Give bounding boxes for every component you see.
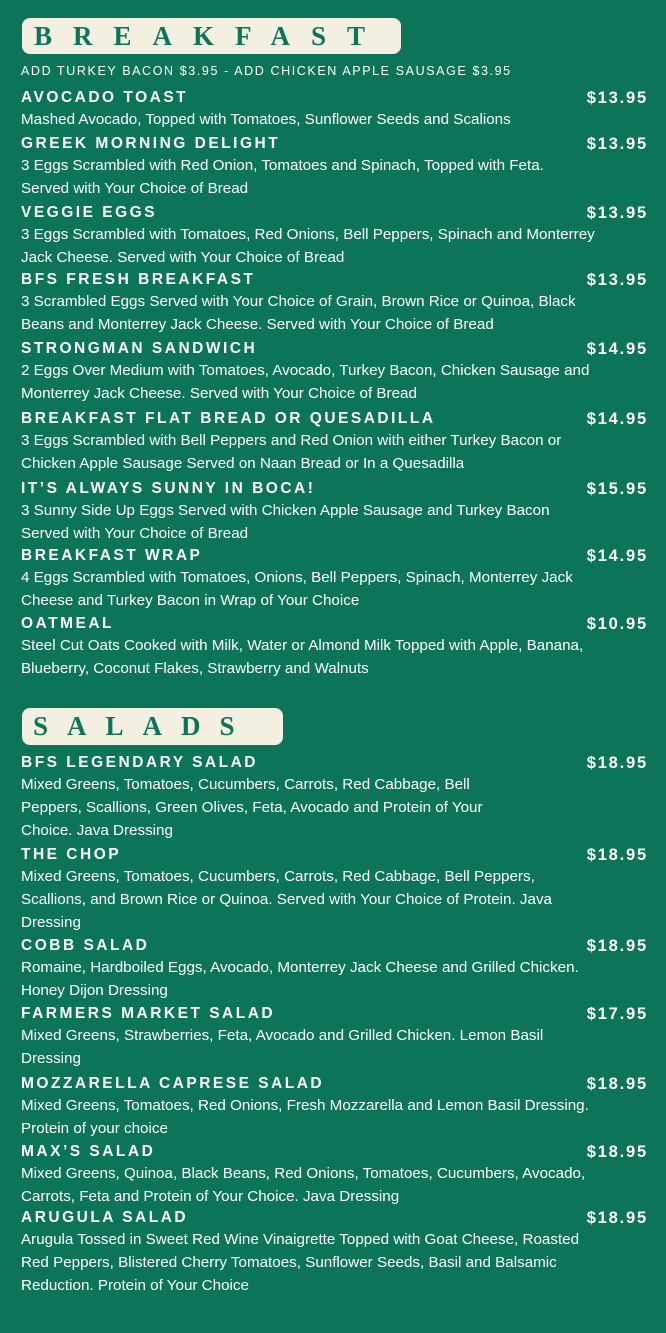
salads-section-title: SALADS — [22, 708, 283, 745]
menu-item-bfs-fresh-breakfast — [21, 270, 651, 336]
item-price: $18.95 — [586, 846, 648, 864]
item-price: $13.95 — [586, 135, 648, 153]
item-price: $10.95 — [586, 615, 648, 633]
item-description: Mixed Greens, Quinoa, Black Beans, Red Onions, Tomatoes, Cucumbers, Avocado, Carrots, Feta and Protein of Your Choice. Java Dressing — [21, 1165, 586, 1205]
item-price: $18.95 — [586, 1143, 648, 1161]
breakfast-section-title: BREAKFAST — [22, 18, 401, 54]
item-name: MOZZARELLA CAPRESE SALAD — [21, 1075, 325, 1092]
menu-item-farmers-market-salad — [21, 1004, 651, 1070]
item-description: 3 Scrambled Eggs Served with Your Choice of Grain, Brown Rice or Quinoa, Black Beans and Monterrey Jack Cheese. Served with Your Choice of Bread — [21, 293, 576, 333]
menu-item-veggie-eggs — [21, 203, 651, 269]
menu-item-the-chop — [21, 845, 651, 934]
menu-item-breakfast-flat-bread — [21, 409, 651, 475]
menu-item-avocado-toast — [21, 88, 651, 131]
item-name: STRONGMAN SANDWICH — [21, 340, 258, 357]
item-description: Romaine, Hardboiled Eggs, Avocado, Monterrey Jack Cheese and Grilled Chicken. Honey Dijon Dressing — [21, 959, 579, 999]
menu-item-cobb-salad — [21, 936, 651, 1002]
item-price: $15.95 — [586, 480, 648, 498]
item-price: $14.95 — [586, 410, 648, 428]
item-name: THE CHOP — [21, 846, 122, 863]
item-price: $18.95 — [586, 754, 648, 772]
item-name: MAX’S SALAD — [21, 1143, 156, 1160]
item-name: IT’S ALWAYS SUNNY IN BOCA! — [21, 480, 316, 497]
menu-item-strongman-sandwich — [21, 339, 651, 405]
menu-item-bfs-legendary-salad — [21, 753, 651, 842]
item-description: Mixed Greens, Tomatoes, Cucumbers, Carrots, Red Cabbage, Bell Peppers, Scallions, Green Olives, Feta, Avocado and Protein of Your Choice. Java Dressing — [21, 776, 483, 839]
item-name: GREEK MORNING DELIGHT — [21, 135, 281, 152]
item-description: 3 Eggs Scrambled with Tomatoes, Red Onions, Bell Peppers, Spinach and Monterrey Jack Cheese. Served with Your Choice of Bread — [21, 226, 595, 266]
item-price: $13.95 — [586, 89, 648, 107]
item-description: 2 Eggs Over Medium with Tomatoes, Avocado, Turkey Bacon, Chicken Sausage and Monterrey Jack Cheese. Served with Your Choice of Bread — [21, 362, 590, 402]
item-description: 3 Sunny Side Up Eggs Served with Chicken Apple Sausage and Turkey Bacon Served with Your Choice of Bread — [21, 502, 550, 542]
menu-item-breakfast-wrap — [21, 546, 651, 612]
item-name: COBB SALAD — [21, 937, 150, 954]
menu-item-always-sunny-in-boca — [21, 479, 651, 545]
item-name: ARUGULA SALAD — [21, 1209, 189, 1226]
item-name: VEGGIE EGGS — [21, 204, 158, 221]
item-price: $14.95 — [586, 547, 648, 565]
item-name: BREAKFAST FLAT BREAD OR QUESADILLA — [21, 410, 436, 427]
item-price: $17.95 — [586, 1005, 648, 1023]
item-name: OATMEAL — [21, 615, 114, 632]
item-description: 4 Eggs Scrambled with Tomatoes, Onions, Bell Peppers, Spinach, Monterrey Jack Cheese and Turkey Bacon in Wrap of Your Choice — [21, 569, 573, 609]
item-description: Mashed Avocado, Topped with Tomatoes, Sunflower Seeds and Scalions — [21, 111, 511, 128]
item-price: $18.95 — [586, 1075, 648, 1093]
item-price: $18.95 — [586, 1209, 648, 1227]
menu-item-arugula-salad — [21, 1208, 651, 1297]
menu-item-greek-morning-delight — [21, 134, 651, 200]
item-description: Arugula Tossed in Sweet Red Wine Vinaigrette Topped with Goat Cheese, Roasted Red Peppers, Blistered Cherry Tomatoes, Sunflower Seeds, Basil and Balsamic Reduction. Protein of Your Choice — [21, 1231, 580, 1294]
breakfast-addons-note: ADD TURKEY BACON $3.95 - ADD CHICKEN APPLE SAUSAGE $3.95 — [21, 64, 512, 78]
menu-item-mozzarella-caprese-salad — [21, 1074, 651, 1140]
item-price: $18.95 — [586, 937, 648, 955]
item-description: 3 Eggs Scrambled with Red Onion, Tomatoes and Spinach, Topped with Feta. Served with Your Choice of Bread — [21, 157, 544, 197]
item-description: 3 Eggs Scrambled with Bell Peppers and Red Onion with either Turkey Bacon or Chicken Apple Sausage Served on Naan Bread or In a Quesadilla — [21, 432, 562, 472]
item-description: Steel Cut Oats Cooked with Milk, Water or Almond Milk Topped with Apple, Banana, Blueberry, Coconut Flakes, Strawberry and Walnuts — [21, 637, 584, 677]
item-name: FARMERS MARKET SALAD — [21, 1005, 276, 1022]
item-description: Mixed Greens, Tomatoes, Red Onions, Fresh Mozzarella and Lemon Basil Dressing. Protein of your choice — [21, 1097, 589, 1137]
menu-item-maxs-salad — [21, 1142, 651, 1208]
item-description: Mixed Greens, Strawberries, Feta, Avocado and Grilled Chicken. Lemon Basil Dressing — [21, 1027, 544, 1067]
item-price: $13.95 — [586, 271, 648, 289]
item-description: Mixed Greens, Tomatoes, Cucumbers, Carrots, Red Cabbage, Bell Peppers, Scallions, and Brown Rice or Quinoa. Served with Your Choice of Protein. Java Dressing — [21, 868, 553, 931]
item-price: $13.95 — [586, 204, 648, 222]
item-name: BFS FRESH BREAKFAST — [21, 271, 256, 288]
item-name: AVOCADO TOAST — [21, 89, 189, 106]
item-price: $14.95 — [586, 340, 648, 358]
item-name: BREAKFAST WRAP — [21, 547, 203, 564]
item-name: BFS LEGENDARY SALAD — [21, 754, 258, 771]
menu-item-oatmeal — [21, 614, 651, 680]
